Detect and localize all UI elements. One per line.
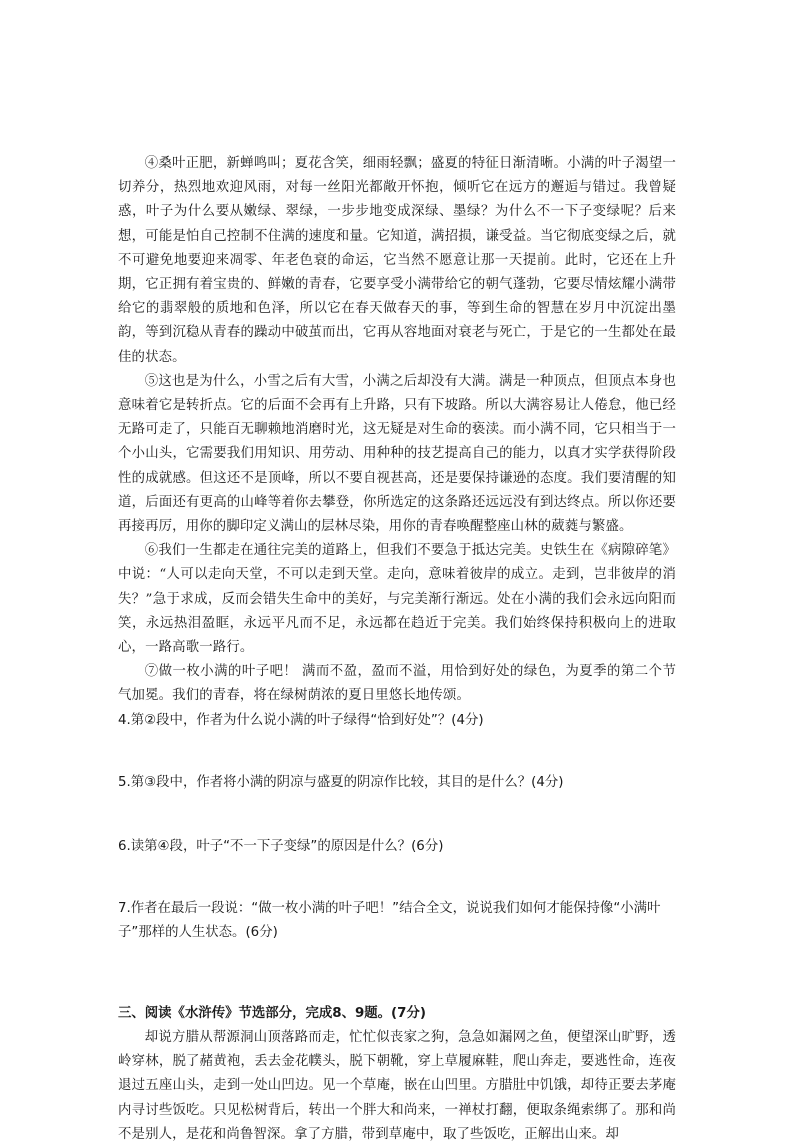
question-5: 5.第③段中，作者将小满的阴凉与盛夏的阴凉作比较，其目的是什么？(4分) bbox=[118, 774, 564, 790]
passage-paragraph-4: ④桑叶正肥，新蝉鸣叫；夏花含笑，细雨轻飘；盛夏的特征日渐清晰。小满的叶子渴望一切养分，热烈地欢迎风雨，对每一丝阳光都敞开怀抱，倾听它在远方的邂逅与错过。我曾疑惑，叶子为什么要从嫩绿、翠绿，一步步地变成深绿、墨绿？为什么不一下子变绿呢？后来想，可能是怕自己控制不住满的速度和量。它知道，满招损，谦受益。当它彻底变绿之后，就不可避免地要迎来凋零、年老色衰的命运，它当然不愿意让那一天提前。此时，它还在上升期，它正拥有着宝贵的、鲜嫩的青春，它要享受小满带给它的朝气蓬勃，它要尽情炫耀小满带给它的翡翠般的质地和色泽，所以它在春天做春天的事，等到生命的智慧在岁月中沉淀出墨韵，等到沉稳从青春的躁动中破茧而出，它再从容地面对衰老与死亡，于是它的一生都处在最佳的状态。 bbox=[118, 156, 676, 365]
section-3-paragraph: 却说方腊从帮源洞山顶落路而走，忙忙似丧家之狗，急急如漏网之鱼，便望深山旷野，透岭穿林，脱了赭黄袍，丢去金花幞头，脱下朝靴，穿上草履麻鞋，爬山奔走，要逃性命，连夜退过五座山头，走到一处山凹边。见一个草庵，嵌在山凹里。方腊肚中饥饿，却待正要去茅庵内寻讨些饭吃。只见松树背后，转出一个胖大和尚来，一禅杖打翻，便取条绳索绑了。那和尚不是别人，是花和尚鲁智深。拿了方腊，带到草庵中，取了些饭吃，正解出山来。却 bbox=[118, 1029, 676, 1142]
document-page bbox=[118, 152, 676, 1147]
question-7: 7.作者在最后一段说：“做一枚小满的叶子吧！”结合全文，说说我们如何才能保持像“小满叶子”那样的人生状态。(6分) bbox=[118, 901, 661, 941]
passage-paragraph-6: ⑥我们一生都走在通往完美的道路上，但我们不要急于抵达完美。史铁生在《病隙碎笔》中说：“人可以走向天堂，不可以走到天堂。走向，意味着彼岸的成立。走到，岂非彼岸的消失？”急于求成，反而会错失生命中的美好，与完美渐行渐远。处在小满的我们会永远向阳而笑，永远热泪盈眶，永远平凡而不足，永远都在趋近于完美。我们始终保持积极向上的进取心，一路高歌一路行。 bbox=[118, 543, 676, 656]
section-3-heading: 三、阅读《水浒传》节选部分，完成8、9题。(7分) bbox=[118, 1005, 427, 1021]
question-4: 4.第②段中，作者为什么说小满的叶子绿得“恰到好处”？(4分) bbox=[118, 712, 484, 728]
passage-paragraph-7: ⑦做一枚小满的叶子吧！ 满而不盈，盈而不溢，用恰到好处的绿色，为夏季的第二个节气加冕。我们的青春，将在绿树荫浓的夏日里悠长地传颂。 bbox=[118, 664, 676, 704]
question-6: 6.读第④段，叶子“不一下子变绿”的原因是什么？(6分) bbox=[118, 839, 444, 855]
passage-paragraph-5: ⑤这也是为什么，小雪之后有大雪，小满之后却没有大满。满是一种顶点，但顶点本身也意味着它是转折点。它的后面不会再有上升路，只有下坡路。所以大满容易让人倦怠，他已经无路可走了，只能百无聊赖地消磨时光，这无疑是对生命的亵渎。而小满不同，它只相当于一个小山头，它需要我们用知识、用劳动、用种种的技艺提高自己的能力，以真才实学获得阶段性的成就感。但这还不是顶峰，所以不要自视甚高，还是要保持谦逊的态度。我们要清醒的知道，后面还有更高的山峰等着你去攀登，你所选定的这条路还远远没有到达终点。所以你还要再接再厉，用你的脚印定义满山的层林尽染，用你的青春唤醒整座山林的葳蕤与繁盛。 bbox=[118, 373, 676, 535]
